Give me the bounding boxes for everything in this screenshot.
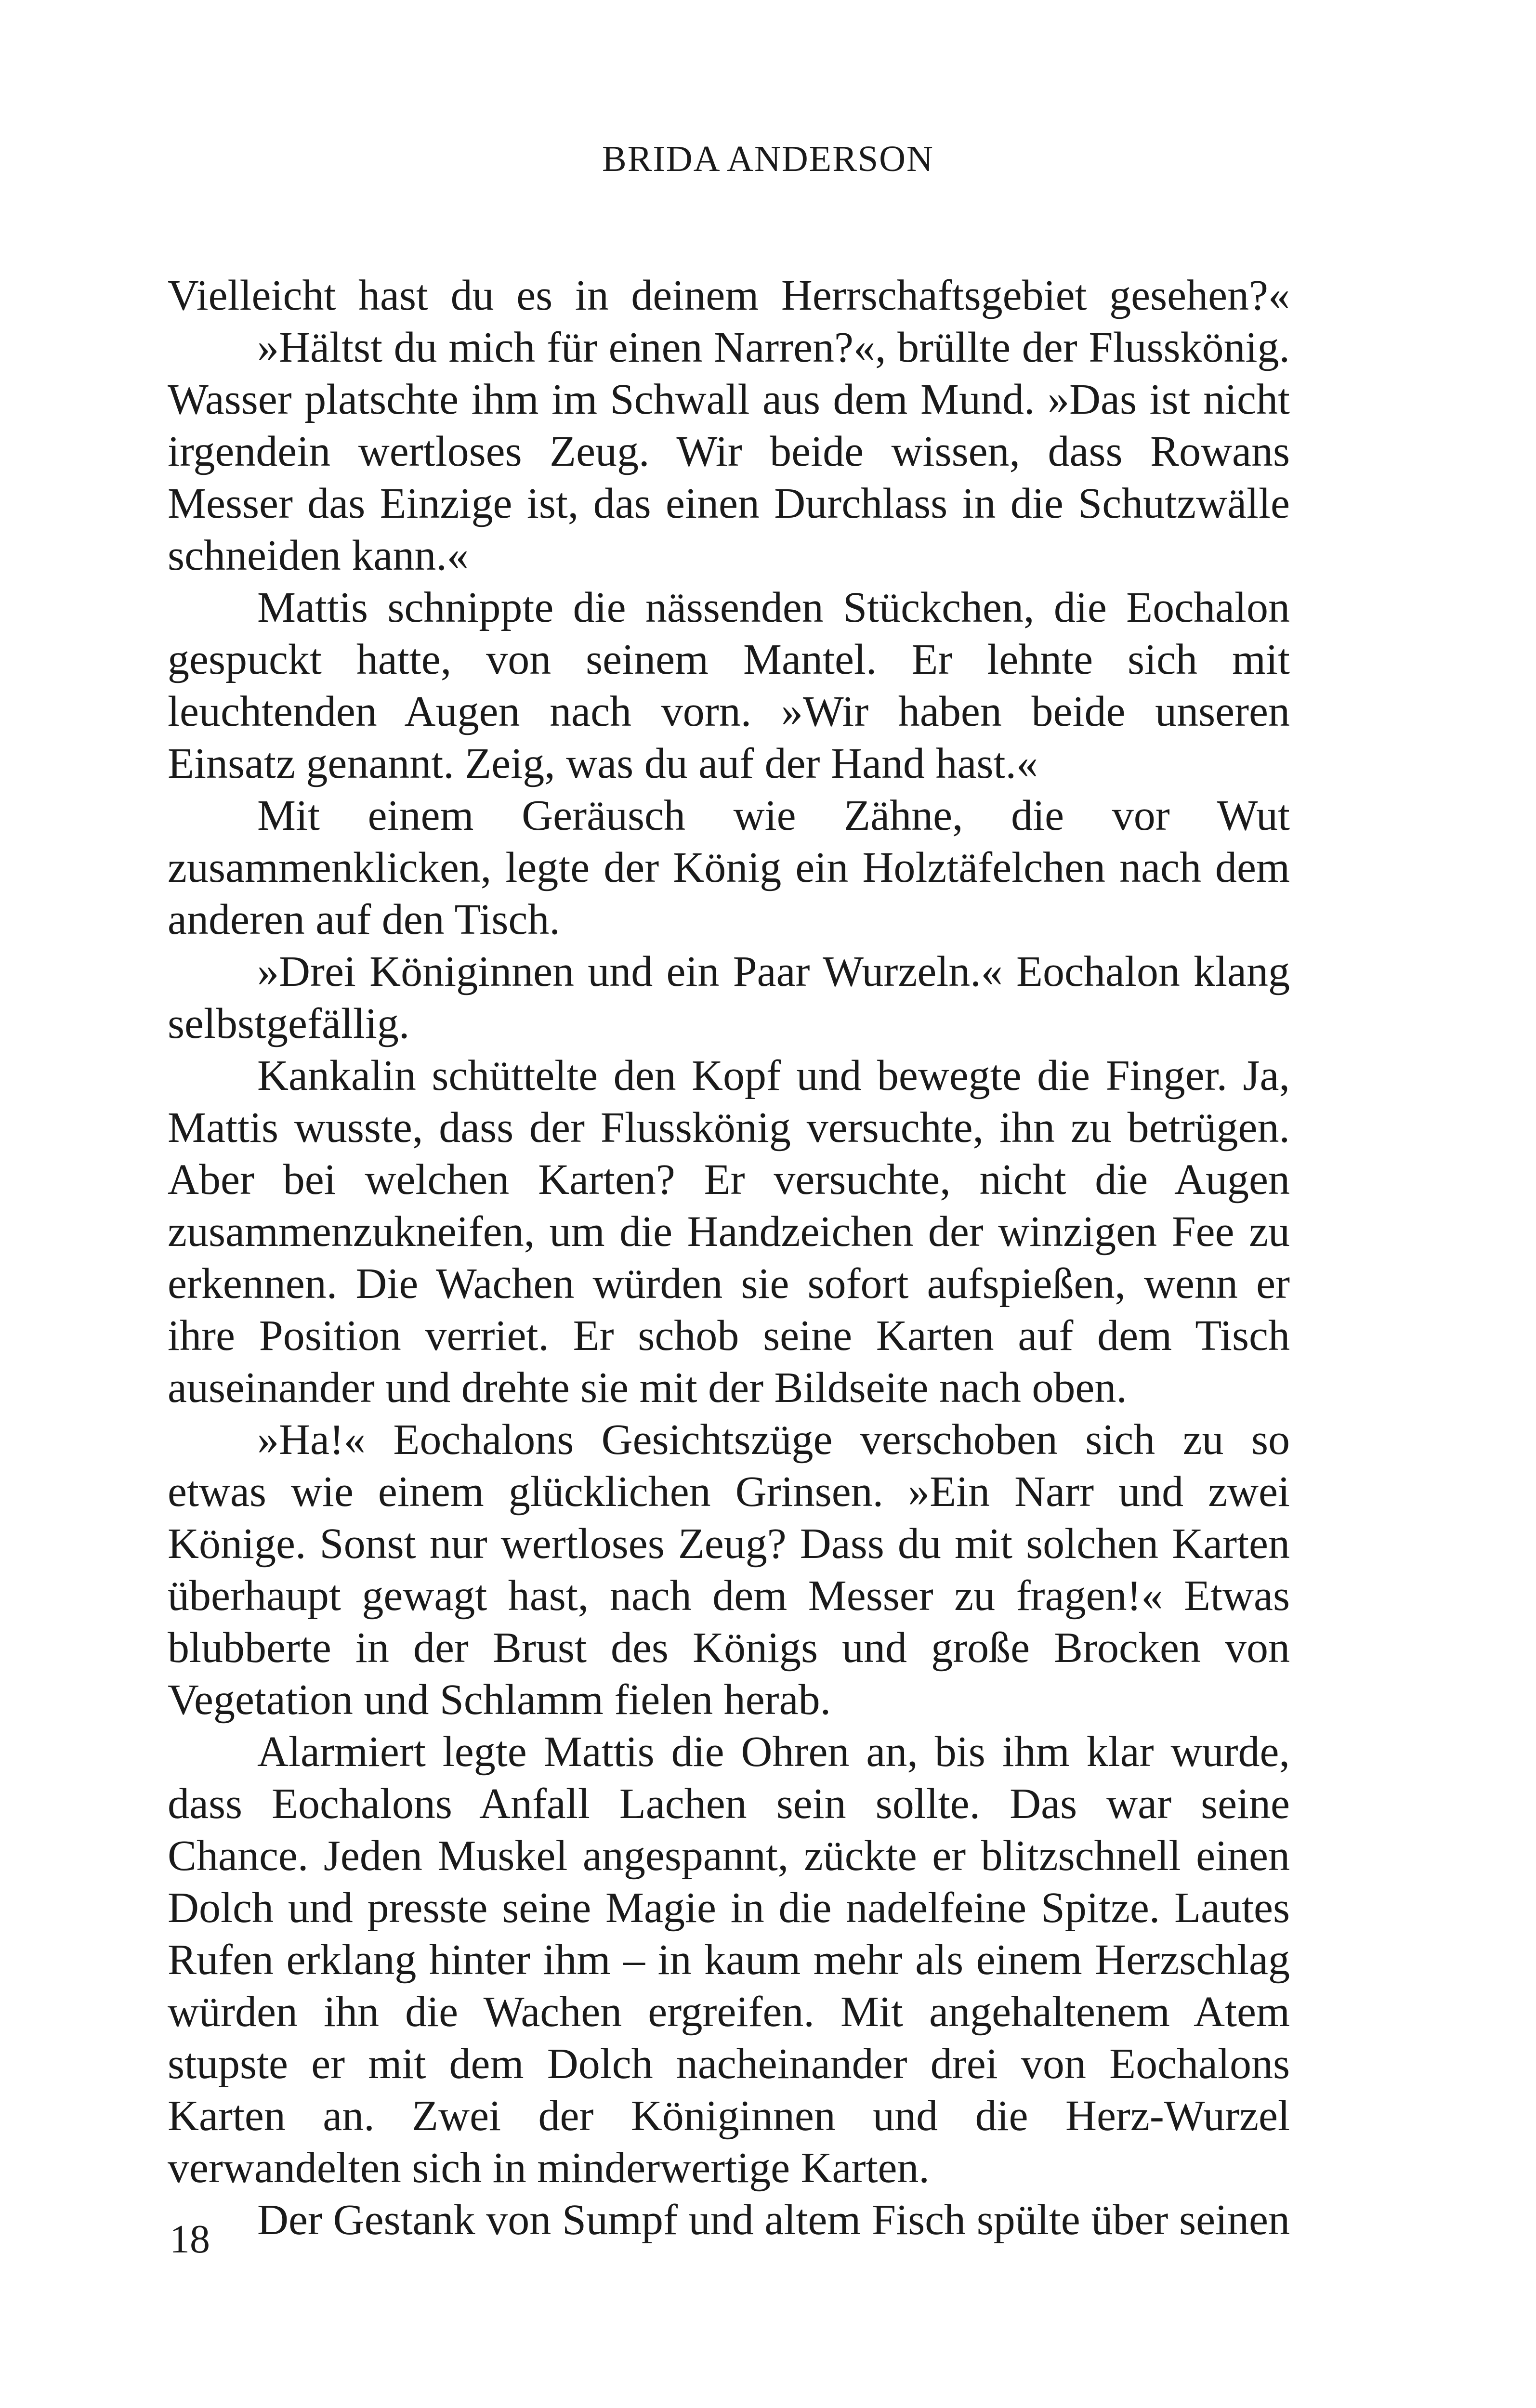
body-text — [168, 270, 1290, 2246]
paragraph: »Drei Königinnen und ein Paar Wurzeln.« Eochalon klang selbstgefällig. — [168, 948, 1290, 1047]
paragraph: Kankalin schüttelte den Kopf und bewegte die Finger. Ja, Mattis wusste, dass der Flusskönig versuchte, ihn zu betrügen. Aber bei welchen Karten? Er versuchte, nicht die Augen zusammenzukneifen, um die Handzeichen der winzigen Fee zu erkennen. Die Wachen würden sie sofort aufspießen, wenn er ihre Position verriet. Er schob seine Karten auf dem Tisch auseinander und drehte sie mit der Bildseite nach oben. — [168, 1052, 1290, 1412]
paragraph: Mattis schnippte die nässenden Stückchen, die Eochalon gespuckt hatte, von seinem Mantel. Er lehnte sich mit leuchtenden Augen nach vorn. »Wir haben beide unseren Einsatz genannt. Zeig, was du auf der Hand hast.« — [168, 584, 1290, 787]
page-number: 18 — [170, 2217, 210, 2262]
paragraph: Mit einem Geräusch wie Zähne, die vor Wut zusammenklicken, legte der König ein Holztäfelchen nach dem anderen auf den Tisch. — [168, 792, 1290, 943]
paragraph: Alarmiert legte Mattis die Ohren an, bis ihm klar wurde, dass Eochalons Anfall Lachen sein sollte. Das war seine Chance. Jeden Muskel angespannt, zückte er blitzschnell einen Dolch und presste seine Magie in die nadelfeine Spitze. Lautes Rufen erklang hinter ihm – in kaum mehr als einem Herzschlag würden ihn die Wachen ergreifen. Mit angehaltenem Atem stupste er mit dem Dolch nacheinander drei von Eochalons Karten an. Zwei der Königinnen und die Herz-Wurzel verwandelten sich in minderwertige Karten. — [168, 1728, 1290, 2192]
paragraph: Der Gestank von Sumpf und altem Fisch spülte über seinen — [257, 2196, 1290, 2244]
paragraph: »Ha!« Eochalons Gesichtszüge verschoben sich zu so etwas wie einem glücklichen Grinsen. »Ein Narr und zwei Könige. Sonst nur wertloses Zeug? Dass du mit solchen Karten überhaupt gewagt hast, nach dem Messer zu fragen!« Etwas blubberte in der Brust des Königs und große Brocken von Vegetation und Schlamm fielen herab. — [168, 1416, 1290, 1724]
paragraph: »Hältst du mich für einen Narren?«, brüllte der Flusskönig. Wasser platschte ihm im Schwall aus dem Mund. »Das ist nicht irgendein wertloses Zeug. Wir beide wissen, dass Rowans Messer das Einzige ist, das einen Durchlass in die Schutzwälle schneiden kann.« — [168, 324, 1290, 579]
paragraph: Vielleicht hast du es in deinem Herrschaftsgebiet gesehen?« — [168, 272, 1290, 319]
running-head: BRIDA ANDERSON — [602, 139, 934, 179]
